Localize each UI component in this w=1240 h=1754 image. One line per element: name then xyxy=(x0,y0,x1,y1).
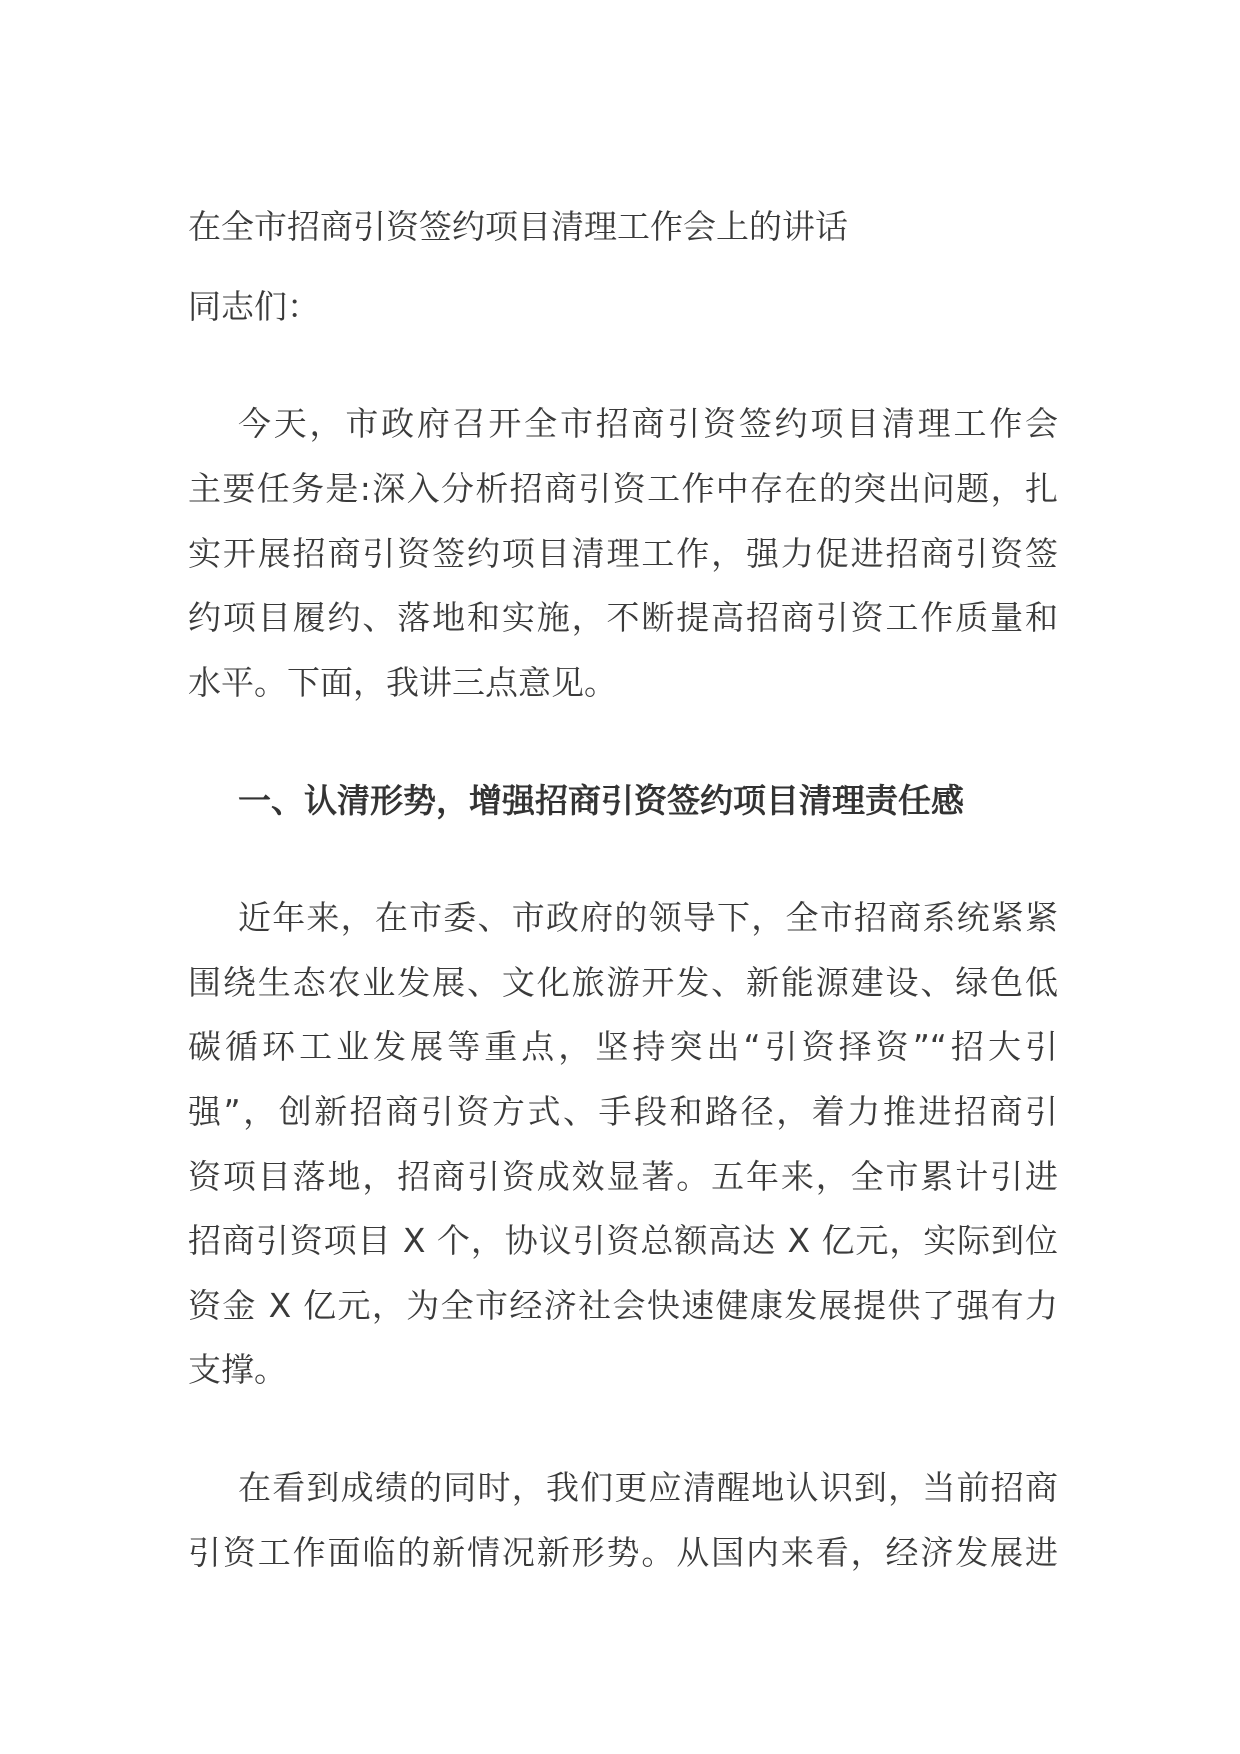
paragraph-line: 资金 X 亿元，为全市经济社会快速健康发展提供了强有力 xyxy=(188,1286,1058,1325)
paragraph-line: 在看到成绩的同时，我们更应清醒地认识到，当前招商 xyxy=(238,1468,1058,1507)
paragraph-line: 围绕生态农业发展、文化旅游开发、新能源建设、绿色低 xyxy=(188,963,1058,1002)
paragraph-line: 近年来，在市委、市政府的领导下，全市招商系统紧紧 xyxy=(238,898,1058,937)
document-title: 在全市招商引资签约项目清理工作会上的讲话 xyxy=(188,207,848,246)
paragraph-line: 引资工作面临的新情况新形势。从国内来看，经济发展进 xyxy=(188,1533,1058,1572)
paragraph-line: 约项目履约、落地和实施，不断提高招商引资工作质量和 xyxy=(188,598,1058,637)
section-heading: 一、认清形势，增强招商引资签约项目清理责任感 xyxy=(238,781,964,820)
paragraph-line: 资项目落地，招商引资成效显著。五年来，全市累计引进 xyxy=(188,1157,1058,1196)
paragraph-line: 今天，市政府召开全市招商引资签约项目清理工作会 xyxy=(238,404,1058,443)
paragraph-line: 招商引资项目 X 个，协议引资总额高达 X 亿元，实际到位 xyxy=(188,1221,1058,1260)
paragraph-line: 主要任务是:深入分析招商引资工作中存在的突出问题，扎 xyxy=(188,469,1058,508)
salutation: 同志们： xyxy=(188,287,320,326)
paragraph-line: 水平。下面，我讲三点意见。 xyxy=(188,663,617,702)
paragraph-line: 支撑。 xyxy=(188,1350,287,1389)
paragraph-line: 强”，创新招商引资方式、手段和路径，着力推进招商引 xyxy=(188,1092,1058,1131)
paragraph-line: 碳循环工业发展等重点，坚持突出“引资择资”“招大引 xyxy=(188,1027,1058,1066)
paragraph-line: 实开展招商引资签约项目清理工作，强力促进招商引资签 xyxy=(188,534,1058,573)
